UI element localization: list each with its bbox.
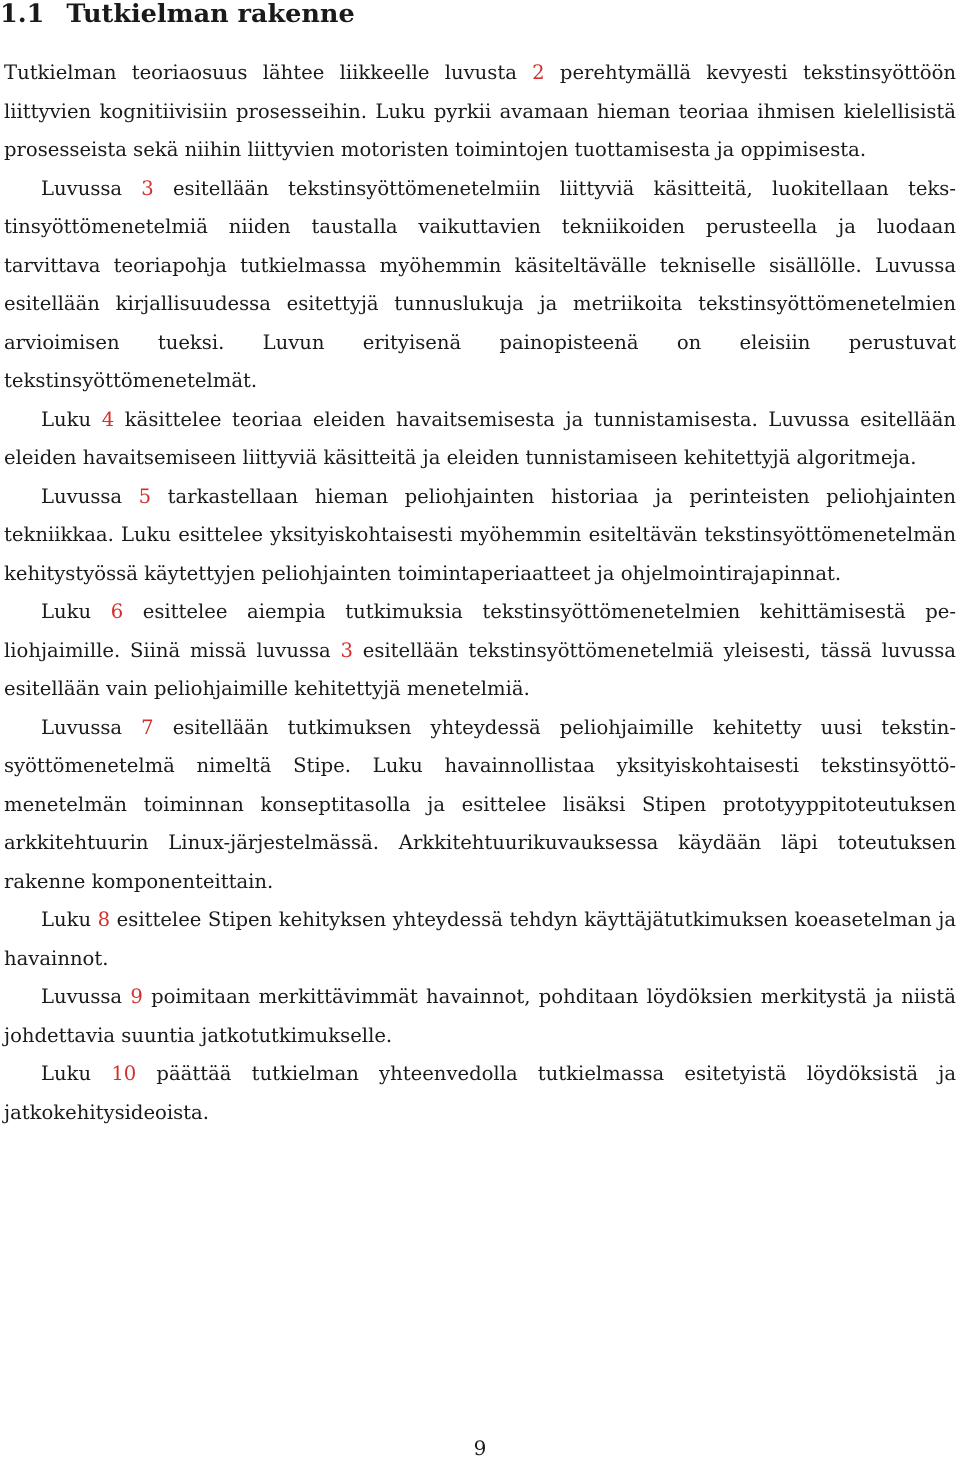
paragraph-text: esittelee Stipen kehityksen yhteydessä tehdyn käyttäjätutkimuksen koeasetelman ja havainnot. bbox=[4, 908, 956, 970]
paragraph-4 bbox=[4, 478, 956, 594]
section-heading bbox=[0, 0, 355, 32]
chapter-reference-link[interactable]: 8 bbox=[97, 908, 111, 931]
paragraph-text: Luku bbox=[41, 908, 98, 931]
section-body bbox=[4, 54, 956, 1132]
paragraph-text: perehtymällä kevyesti tekstinsyöttöön liittyvien kognitiivisiin prosesseihin. Luku pyrkii avamaan hieman teoriaa ihmisen kielellisistä prosesseista sekä niihin liittyvien motoristen toimintojen tuottamisesta ja oppimisesta. bbox=[4, 61, 956, 161]
chapter-reference-link[interactable]: 10 bbox=[111, 1062, 137, 1085]
section-number: 1.1 bbox=[0, 0, 45, 29]
chapter-reference-link[interactable]: 4 bbox=[101, 407, 115, 431]
paragraph-text: poimitaan merkittävimmät havainnot, pohditaan löydöksien merkitystä ja niistä johdettavia suuntia jatkotutkimukselle. bbox=[4, 985, 956, 1047]
chapter-reference-link[interactable]: 6 bbox=[110, 600, 124, 623]
chapter-reference-link[interactable]: 3 bbox=[141, 176, 154, 200]
page-number: 9 bbox=[473, 1436, 487, 1460]
paragraph-text: tarkastellaan hieman peliohjainten historiaa ja perinteisten peliohjainten tekniikkaa. Luku esittelee yksityiskohtaisesti myöhemmin esiteltävän tekstinsyöttömenetelmän kehitystyössä käytettyjen peliohjainten toimintaperiaatteet ja ohjelmointirajapinnat. bbox=[4, 484, 957, 585]
paragraph-text: esitellään tutkimuksen yhteydessä peliohjaimille kehitetty uusi tekstinsyöttömenetelmä nimeltä Stipe. Luku havainnollistaa yksityiskohtaisesti tekstinsyöttömenetelmän toiminnan konseptitasolla ja esittelee lisäksi Stipen prototyyppitoteutuksen arkkitehtuurin Linux-järjestelmässä. Arkkitehtuurikuvauksessa käydään läpi toteutuksen rakenne komponenteittain. bbox=[4, 715, 956, 893]
paragraph-3 bbox=[4, 401, 956, 478]
paragraph-text: Luvussa bbox=[41, 715, 142, 739]
paragraph-8 bbox=[4, 978, 956, 1055]
paragraph-text: käsittelee teoriaa eleiden havaitsemisesta ja tunnistamisesta. Luvussa esitellään eleiden havaitsemiseen liittyviä käsitteitä ja eleiden tunnistamiseen kehitettyjä algoritmeja. bbox=[4, 407, 956, 469]
chapter-reference-link[interactable]: 5 bbox=[138, 484, 152, 508]
paragraph-text: Luku bbox=[41, 600, 111, 623]
paragraph-text: Luku bbox=[41, 1062, 112, 1085]
paragraph-9 bbox=[4, 1055, 956, 1132]
chapter-reference-link[interactable]: 2 bbox=[532, 61, 545, 84]
paragraph-7 bbox=[4, 901, 956, 978]
chapter-reference-link[interactable]: 9 bbox=[130, 985, 143, 1008]
paragraph-text: esitellään tekstinsyöttömenetelmiä yleisesti, tässä luvussa esitellään vain peliohjaimille kehitettyjä menetelmiä. bbox=[4, 638, 956, 700]
chapter-reference-link[interactable]: 7 bbox=[141, 715, 154, 739]
paragraph-text: Luku bbox=[41, 407, 102, 431]
paragraph-text: Luvussa bbox=[41, 484, 139, 508]
paragraph-text: esitellään tekstinsyöttömenetelmiin liittyviä käsitteitä, luokitellaan tekstinsyöttömenetelmiä niiden taustalla vaikuttavien tekniikoiden perusteella ja luodaan tarvittava teoriapohja tutkielmassa myöhemmin käsiteltävälle tekniselle sisällölle. Luvussa esitellään kirjallisuudessa esitettyjä tunnuslukuja ja metriikoita tekstinsyöttömenetelmien arvioimisen tueksi. Luvun erityisenä painopisteenä on eleisiin perustuvat tekstinsyöttömenetelmät. bbox=[4, 176, 956, 392]
paragraph-text: Tutkielman teoriaosuus lähtee liikkeelle luvusta bbox=[4, 61, 533, 84]
paragraph-text: esittelee aiempia tutkimuksia tekstinsyöttömenetelmien kehittämisestä peliohjaimille. Siinä missä luvussa bbox=[4, 600, 956, 662]
section-title: Tutkielman rakenne bbox=[66, 0, 355, 29]
paragraph-1 bbox=[4, 54, 956, 170]
paragraph-text: päättää tutkielman yhteenvedolla tutkielmassa esitetyistä löydöksistä ja jatkokehitysideoista. bbox=[4, 1062, 956, 1124]
paragraph-text: Luvussa bbox=[41, 176, 142, 200]
paragraph-6 bbox=[4, 709, 956, 902]
chapter-reference-link[interactable]: 3 bbox=[340, 638, 353, 662]
paragraph-text: Luvussa bbox=[41, 985, 131, 1008]
paragraph-5 bbox=[4, 593, 956, 709]
paragraph-2 bbox=[4, 170, 956, 401]
